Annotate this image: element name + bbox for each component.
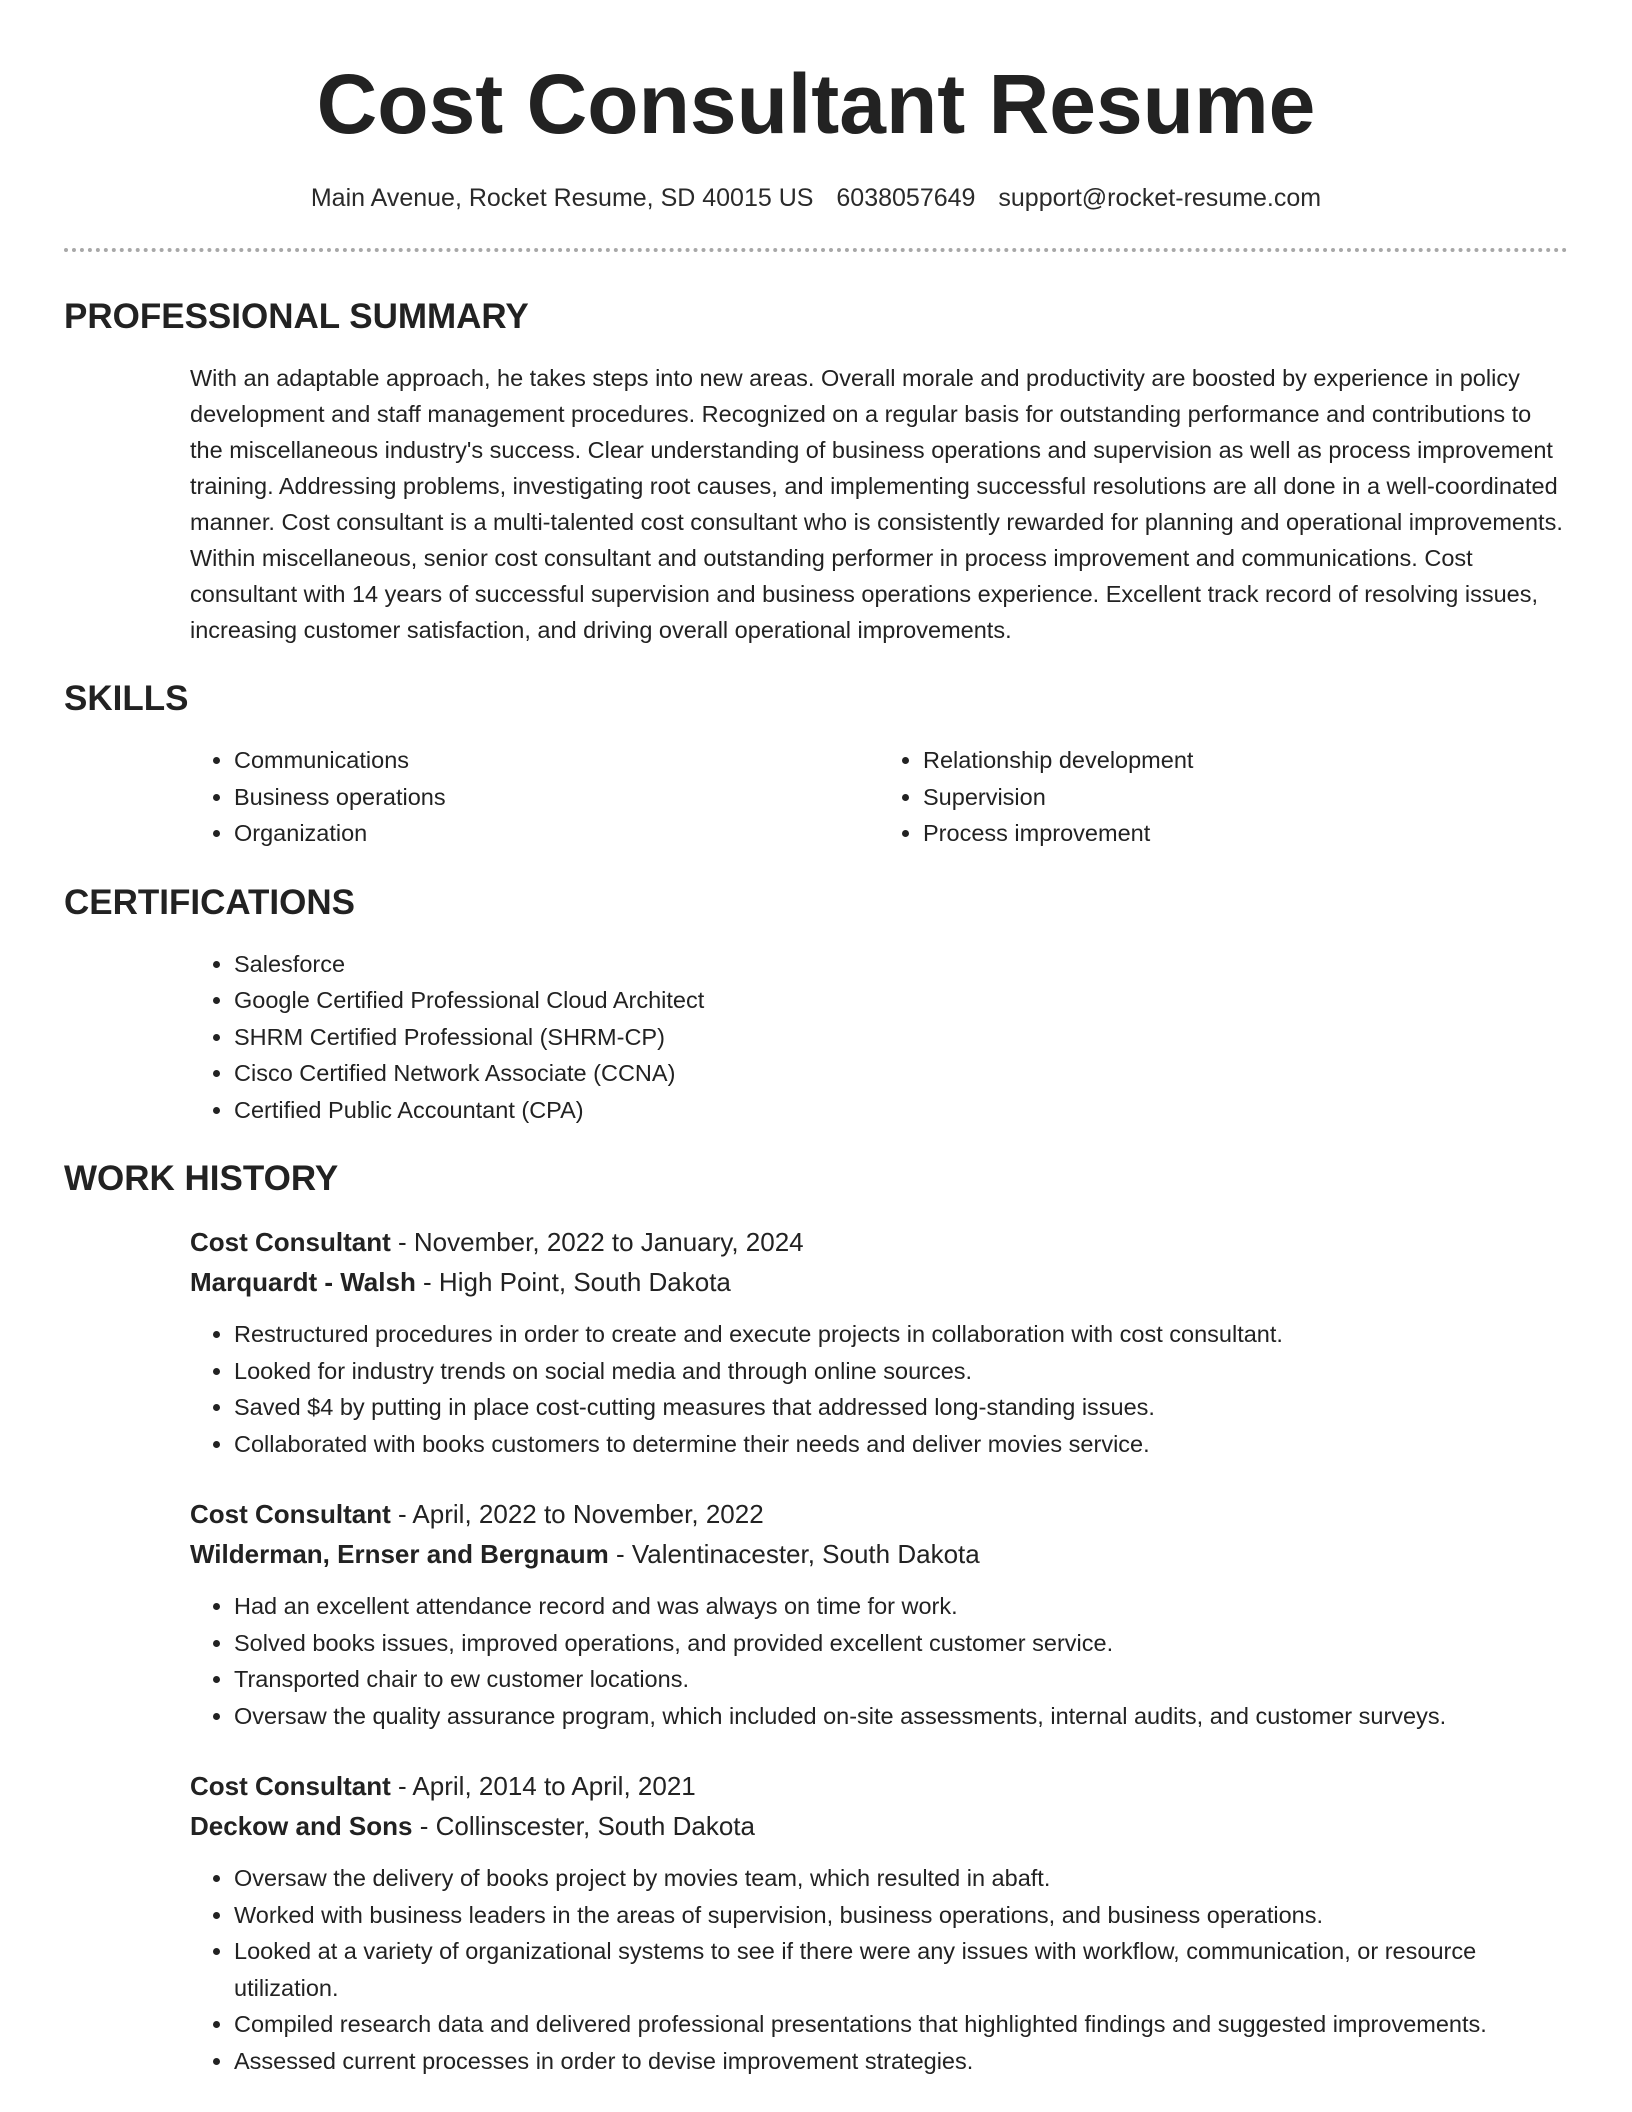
job-dates: - November, 2022 to January, 2024 <box>390 1227 804 1257</box>
job-bullets <box>190 1860 1568 2079</box>
job-entry <box>190 1222 1568 1462</box>
skills-heading: SKILLS <box>64 679 189 718</box>
job-company: Deckow and Sons <box>190 1811 413 1841</box>
job-bullet: • Worked with business leaders in the areas of supervision, business operations, and business operations. <box>234 1897 1568 1934</box>
job-bullet: • Transported chair to ew customer locations. <box>234 1661 1568 1698</box>
contact-line <box>64 182 1568 214</box>
job-bullets <box>190 1316 1568 1462</box>
job-location: - Valentinacester, South Dakota <box>608 1539 980 1569</box>
certification-item: • Certified Public Accountant (CPA) <box>234 1092 1568 1129</box>
job-location: - Collinscester, South Dakota <box>412 1811 755 1841</box>
job-dates: - April, 2014 to April, 2021 <box>390 1771 696 1801</box>
job-bullet: • Saved $4 by putting in place cost-cutting measures that addressed long-standing issues. <box>234 1389 1568 1426</box>
job-dates: - April, 2022 to November, 2022 <box>390 1499 764 1529</box>
job-bullet: • Looked at a variety of organizational systems to see if there were any issues with workflow, communication, or resource utilization. <box>234 1933 1568 2006</box>
job-bullet: • Collaborated with books customers to determine their needs and deliver movies service. <box>234 1426 1568 1463</box>
certifications-list <box>190 946 1568 1129</box>
job-bullet: • Had an excellent attendance record and was always on time for work. <box>234 1588 1568 1625</box>
summary-text: With an adaptable approach, he takes steps into new areas. Overall morale and productivity are boosted by experience in policy development and staff management procedures. Recognized on a regular basis for outstanding performance and contributions to the miscellaneous industry's success. Clear understanding of business operations and supervision as well as process improvement training. Addressing problems, investigating root causes, and implementing successful resolutions are all done in a well-coordinated manner. Cost consultant is a multi-talented cost consultant who is consistently rewarded for planning and operational improvements. Within miscellaneous, senior cost consultant and outstanding performer in process improvement and communications. Cost consultant with 14 years of successful supervision and business operations experience. Excellent track record of resolving issues, increasing customer satisfaction, and driving overall operational improvements. <box>190 365 1563 643</box>
resume-title: Cost Consultant Resume <box>316 57 1316 151</box>
job-location: - High Point, South Dakota <box>415 1267 731 1297</box>
skill-item: • Organization <box>234 815 879 852</box>
job-bullet: • Looked for industry trends on social media and through online sources. <box>234 1353 1568 1390</box>
job-title: Cost Consultant <box>190 1771 391 1801</box>
skill-item: • Supervision <box>923 779 1568 816</box>
job-title: Cost Consultant <box>190 1227 391 1257</box>
job-title-line <box>190 1494 1568 1534</box>
job-title: Cost Consultant <box>190 1499 391 1529</box>
job-company-line <box>190 1262 1568 1302</box>
job-company-line <box>190 1806 1568 1846</box>
job-company: Marquardt - Walsh <box>190 1267 416 1297</box>
contact-phone: 6038057649 <box>836 184 976 212</box>
skill-item: • Process improvement <box>923 815 1568 852</box>
certification-item: • Google Certified Professional Cloud Architect <box>234 982 1568 1019</box>
job-company-line <box>190 1534 1568 1574</box>
job-title-line <box>190 1766 1568 1806</box>
job-entry <box>190 1494 1568 1734</box>
contact-address: Main Avenue, Rocket Resume, SD 40015 US <box>310 184 814 212</box>
certification-item: • SHRM Certified Professional (SHRM-CP) <box>234 1019 1568 1056</box>
header-divider <box>64 248 1568 252</box>
job-entry <box>190 1766 1568 2079</box>
skill-item: • Communications <box>234 742 879 779</box>
skills-left-column <box>190 742 879 852</box>
job-bullets <box>190 1588 1568 1734</box>
summary-heading: PROFESSIONAL SUMMARY <box>64 297 529 336</box>
work-history-heading: WORK HISTORY <box>64 1159 339 1198</box>
job-company: Wilderman, Ernser and Bergnaum <box>190 1539 609 1569</box>
job-bullet: • Assessed current processes in order to devise improvement strategies. <box>234 2043 1568 2080</box>
job-title-line <box>190 1222 1568 1262</box>
job-bullet: • Oversaw the quality assurance program, which included on-site assessments, internal audits, and customer surveys. <box>234 1698 1568 1735</box>
certification-item: • Salesforce <box>234 946 1568 983</box>
skill-item: • Business operations <box>234 779 879 816</box>
job-bullet: • Solved books issues, improved operations, and provided excellent customer service. <box>234 1625 1568 1662</box>
job-bullet: • Restructured procedures in order to create and execute projects in collaboration with cost consultant. <box>234 1316 1568 1353</box>
contact-email: support@rocket-resume.com <box>998 184 1322 212</box>
skill-item: • Relationship development <box>923 742 1568 779</box>
job-bullet: • Compiled research data and delivered professional presentations that highlighted findings and suggested improvements. <box>234 2006 1568 2043</box>
job-bullet: • Oversaw the delivery of books project by movies team, which resulted in abaft. <box>234 1860 1568 1897</box>
skills-right-column <box>879 742 1568 852</box>
skills-grid <box>190 742 1568 852</box>
certification-item: • Cisco Certified Network Associate (CCNA) <box>234 1055 1568 1092</box>
certifications-heading: CERTIFICATIONS <box>64 882 356 922</box>
